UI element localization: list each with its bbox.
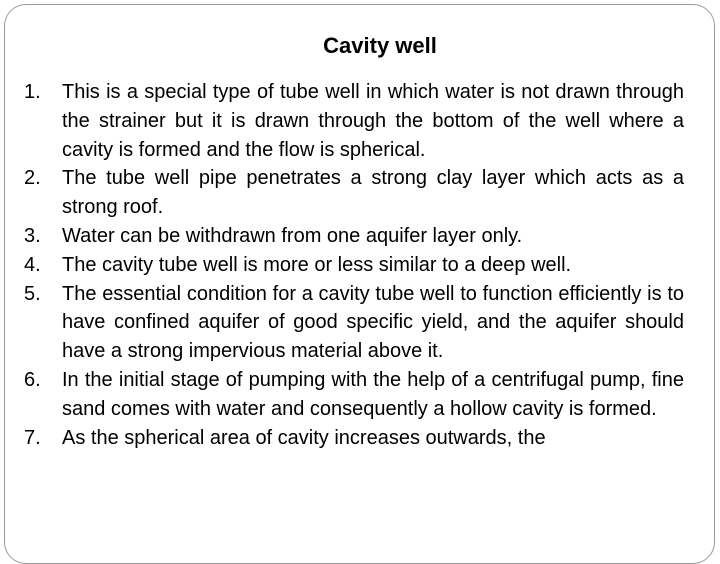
list-item-number: 4. (24, 253, 41, 276)
list-item (24, 222, 684, 251)
list-item (24, 78, 684, 164)
list-item-text: As the spherical area of cavity increases outwards, the (62, 426, 546, 449)
list-item-text: This is a special type of tube well in which water is not drawn through the strainer but it is drawn through the bottom of the well where a cavity is formed and the flow is spherical. (62, 81, 684, 161)
list-item-text: The cavity tube well is more or less similar to a deep well. (62, 253, 572, 276)
list-item (24, 251, 684, 280)
list-item-text: The essential condition for a cavity tube well to function efficiently is to have confined aquifer of good specific yield, and the aquifer should have a strong impervious material above it. (62, 282, 684, 363)
slide-title: Cavity well (323, 33, 437, 58)
list-item-text: Water can be withdrawn from one aquifer layer only. (62, 224, 523, 247)
list-item-number: 7. (24, 426, 41, 449)
numbered-list (24, 78, 684, 452)
list-item-number: 6. (24, 368, 41, 391)
list-item-number: 2. (24, 167, 41, 190)
list-item (24, 164, 684, 222)
list-item (24, 424, 684, 453)
list-item (24, 280, 684, 366)
list-item-text: The tube well pipe penetrates a strong clay layer which acts as a strong roof. (62, 167, 684, 219)
list-item-text: In the initial stage of pumping with the help of a centrifugal pump, fine sand comes with water and consequently a hollow cavity is formed. (62, 368, 684, 420)
list-item-number: 1. (24, 81, 41, 103)
list-item (24, 366, 684, 424)
list-item-number: 3. (24, 224, 41, 247)
list-item-number: 5. (24, 282, 41, 305)
